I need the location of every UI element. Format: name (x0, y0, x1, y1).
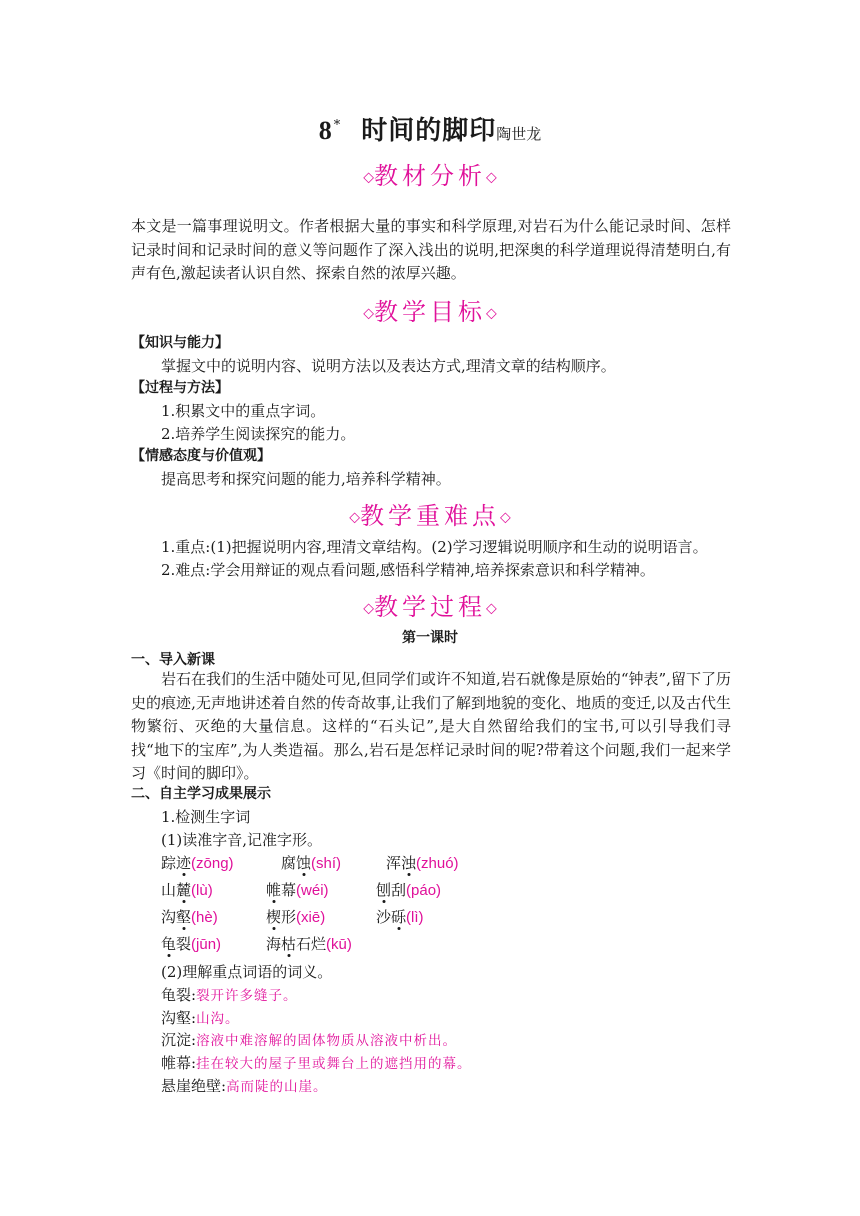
pinyin: (wéi) (296, 882, 329, 899)
vocab-word: 帷幕(wéi) (266, 881, 329, 899)
definition-text: 山沟。 (196, 1011, 240, 1027)
section-heading-process: ◇教学过程◇ (363, 593, 497, 621)
vocab-word: 龟裂(jūn) (161, 935, 222, 953)
diamond-icon: ◇ (486, 169, 497, 186)
subsection-meaning: (2)理解重点词语的词义。 (161, 963, 333, 981)
lesson-title (0, 110, 860, 147)
vocab-word: 踪迹(zōng) (161, 854, 234, 872)
diamond-icon: ◇ (486, 305, 497, 322)
part1-heading: 一、导入新课 (131, 652, 215, 668)
definition-term: 沉淀: (161, 1031, 197, 1049)
key-point-2: 2.难点:学会用辩证的观点看问题,感悟科学精神,培养探索意识和科学精神。 (161, 561, 655, 579)
pinyin: (xiē) (296, 909, 326, 926)
section-heading-analysis: ◇教材分析◇ (363, 162, 497, 190)
definition-item (161, 1007, 240, 1028)
vocab-word: 刨刮(páo) (376, 881, 442, 899)
vocab-word: 海枯石烂(kū) (266, 935, 352, 953)
definition-item (161, 1029, 457, 1050)
part1-paragraph: 岩石在我们的生活中随处可见,但同学们或许不知道,岩石就像是原始的“钟表”,留下了历史的痕迹,无声地讲述着自然的传奇故事,让我们了解到地貌的变化、地质的变迁,以及古代生物繁衍、灭绝的大量信息。这样的“石头记”,是大自然留给我们的宝书,可以引导我们寻找“地下的宝库”,为人类造福。那么,岩石是怎样记录时间的呢?带着这个问题,我们一起来学习《时间的脚印》。 (131, 670, 731, 782)
analysis-paragraph: 本文是一篇事理说明文。作者根据大量的事实和科学原理,对岩石为什么能记录时间、怎样记录时间和记录时间的意义等问题作了深入浅出的说明,把深奥的科学道理说得清楚明白,有声有色,激起读者认识自然、探索自然的浓厚兴趣。 (131, 217, 731, 282)
definition-term: 沟壑: (161, 1009, 197, 1027)
author: 陶世龙 (496, 125, 542, 143)
subsection-pronunciation: (1)读准字音,记准字形。 (161, 831, 323, 849)
pinyin: (lì) (406, 909, 424, 926)
subsection-vocab: 1.检测生字词 (161, 808, 251, 826)
lesson-name: 时间的脚印 (361, 116, 497, 146)
definition-item (161, 1052, 472, 1073)
part2-heading: 二、自主学习成果展示 (131, 786, 271, 802)
vocab-word: 沟壑(hè) (161, 908, 218, 926)
process-item-1: 1.积累文中的重点字词。 (161, 402, 326, 420)
diamond-icon: ◇ (363, 305, 374, 322)
section-heading-goals: ◇教学目标◇ (363, 298, 497, 326)
definition-text: 高而陡的山崖。 (226, 1079, 328, 1095)
definition-item (161, 1075, 328, 1096)
pinyin: (hè) (191, 909, 218, 926)
vocab-word: 沙砾(lì) (376, 908, 424, 926)
process-item-2: 2.培养学生阅读探究的能力。 (161, 425, 356, 443)
process-heading: 【过程与方法】 (131, 380, 229, 396)
definition-text: 挂在较大的屋子里或舞台上的遮挡用的幕。 (196, 1056, 472, 1072)
pinyin: (shí) (311, 855, 342, 872)
section-heading-key-points: ◇教学重难点◇ (349, 502, 511, 530)
emotion-heading: 【情感态度与价值观】 (131, 448, 271, 464)
pinyin: (kū) (326, 936, 352, 953)
pinyin: (páo) (406, 882, 442, 899)
vocab-word: 浑浊(zhuó) (386, 854, 459, 872)
lesson-number: 8 (318, 116, 333, 145)
diamond-icon: ◇ (486, 600, 497, 617)
lesson-period: 第一课时 (402, 630, 458, 646)
definition-text: 溶液中难溶解的固体物质从溶液中析出。 (196, 1033, 458, 1049)
pinyin: (jūn) (191, 936, 222, 953)
emotion-text: 提高思考和探究问题的能力,培养科学精神。 (161, 470, 451, 488)
optional-mark: * (333, 118, 342, 134)
definition-item (161, 984, 298, 1005)
diamond-icon: ◇ (363, 169, 374, 186)
pinyin: (zōng) (191, 855, 234, 872)
pinyin: (lù) (191, 882, 213, 899)
diamond-icon: ◇ (363, 600, 374, 617)
knowledge-text: 掌握文中的说明内容、说明方法以及表达方式,理清文章的结构顺序。 (161, 357, 616, 375)
definition-term: 龟裂: (161, 986, 197, 1004)
key-point-1: 1.重点:(1)把握说明内容,理清文章结构。(2)学习逻辑说明顺序和生动的说明语言。 (161, 538, 708, 556)
vocab-word: 楔形(xiē) (266, 908, 326, 926)
diamond-icon: ◇ (349, 509, 360, 526)
pinyin: (zhuó) (416, 855, 459, 872)
vocab-word: 山麓(lù) (161, 881, 213, 899)
diamond-icon: ◇ (500, 509, 511, 526)
vocab-word: 腐蚀(shí) (281, 854, 342, 872)
definition-text: 裂开许多缝子。 (196, 988, 298, 1004)
definition-term: 悬崖绝壁: (161, 1077, 227, 1095)
knowledge-heading: 【知识与能力】 (131, 335, 229, 351)
definition-term: 帷幕: (161, 1054, 197, 1072)
